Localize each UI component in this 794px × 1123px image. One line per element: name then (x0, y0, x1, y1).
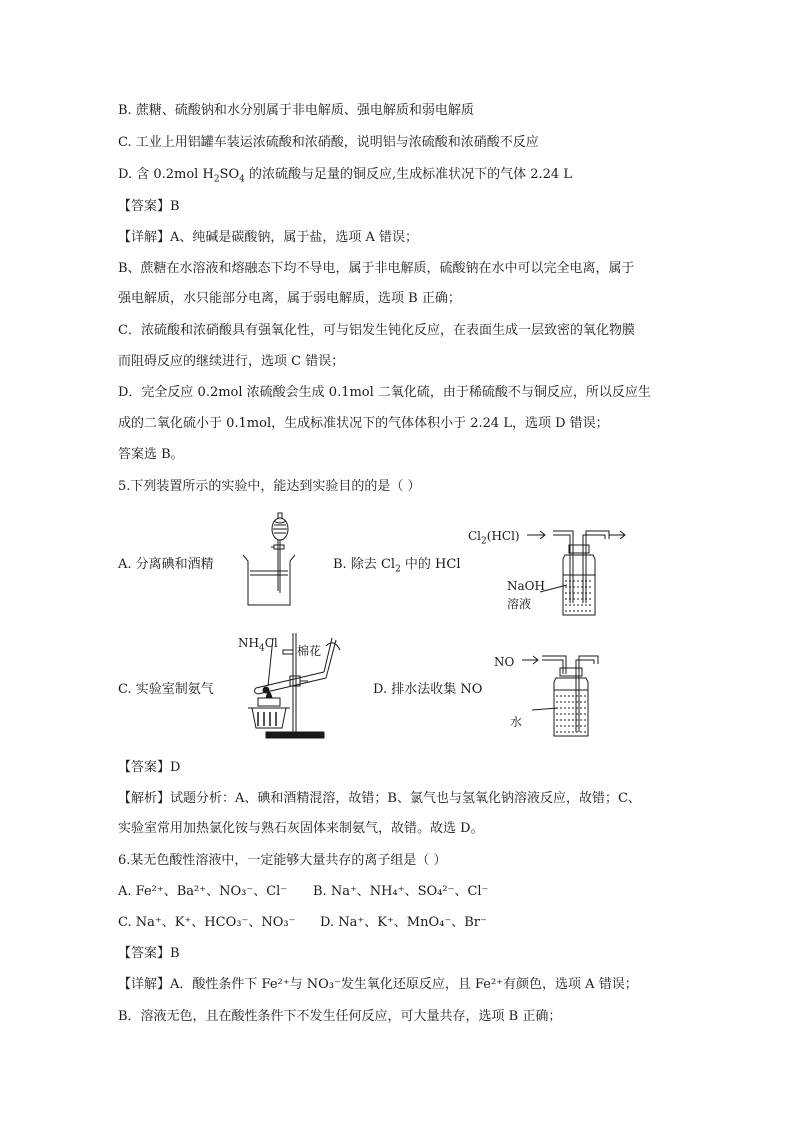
q6-stem: 6.某无色酸性溶液中，一定能够大量共存的离子组是（ ） (118, 853, 447, 868)
q5-option-d: D. 排水法收集 NO (373, 682, 483, 697)
label-solution: 溶液 (507, 597, 532, 611)
label-nh4cl: $NH_4Cl$ (238, 636, 278, 654)
q6-detail-1: 【详解】A．酸性条件下 Fe²⁺与 NO₃⁻发生氧化还原反应，且 Fe²⁺有颜色，选项 A 错误； (118, 977, 638, 992)
q5-stem: 5.下列装置所示的实验中，能达到实验目的的是（ ） (118, 479, 421, 494)
ammonia-preparation-apparatus (238, 628, 353, 743)
q5-analysis-2: 实验室常用加热氯化铵与熟石灰固体来制氨气，故错。故选 D。 (118, 821, 484, 836)
q4-detail-8: 答案选 B。 (118, 447, 184, 462)
q4-detail-6: D．完全反应 0.2mol 浓硫酸会生成 0.1mol 二氧化硫，由于稀硫酸不与铜反应，所以反应生 (118, 385, 651, 400)
separatory-funnel-apparatus (238, 513, 308, 608)
label-naoh: NaOH (507, 579, 545, 593)
q5-option-b: B. 除去 $Cl_2$ 中的 HCl (333, 557, 461, 575)
q5-analysis-1: 【解析】试题分析：A、碘和酒精混溶，故错；B、氯气也与氢氧化钠溶液反应，故错；C、 (118, 791, 641, 806)
q5-option-c: C. 实验室制氨气 (118, 682, 214, 697)
q4-detail-5: 而阻碍反应的继续进行，选项 C 错误； (118, 354, 345, 369)
label-cotton: 棉花 (297, 644, 322, 658)
q5-option-a: A. 分离碘和酒精 (118, 557, 214, 572)
gas-collecting-bottle-d (518, 650, 608, 745)
q4-option-c: C. 工业上用铝罐车装运浓硫酸和浓硝酸，说明铝与浓硫酸和浓硝酸不反应 (118, 135, 539, 150)
q4-detail-3: 强电解质，水只能部分电离，属于弱电解质，选项 B 正确； (118, 291, 461, 306)
q4-detail-1: 【详解】A、纯碱是碳酸钠，属于盐，选项 A 错误； (118, 230, 419, 245)
q4-option-b: B. 蔗糖、硫酸钠和水分别属于非电解质、强电解质和弱电解质 (118, 103, 474, 118)
q6-option-b: B. Na⁺、NH₄⁺、SO₄²⁻、Cl⁻ (313, 884, 489, 899)
label-cl2-hcl: $Cl_2(HCl)$ (468, 529, 520, 547)
gas-washing-bottle-b (525, 525, 630, 620)
q4-answer: 【答案】B (118, 199, 180, 214)
q6-option-c: C. Na⁺、K⁺、HCO₃⁻、NO₃⁻ (118, 915, 296, 930)
q6-detail-2: B．溶液无色，且在酸性条件下不发生任何反应，可大量共存，选项 B 正确； (118, 1009, 562, 1024)
label-no: NO (494, 655, 515, 669)
q4-detail-4: C．浓硫酸和浓硝酸具有强氧化性，可与铝发生钝化反应，在表面生成一层致密的氧化物膜 (118, 323, 635, 338)
q4-option-d: D. 含 0.2mol $H_2SO_4$ 的浓硫酸与足量的铜反应,生成标准状况下的气体 2.24 L (118, 167, 572, 185)
q6-option-d: D. Na⁺、K⁺、MnO₄⁻、Br⁻ (320, 915, 487, 930)
q6-answer: 【答案】B (118, 946, 180, 961)
label-water: 水 (510, 715, 523, 729)
q5-answer: 【答案】D (118, 760, 181, 775)
q6-option-a: A. Fe²⁺、Ba²⁺、NO₃⁻、Cl⁻ (118, 884, 288, 899)
q4-detail-7: 成的二氧化硫小于 0.1mol，生成标准状况下的气体体积小于 2.24 L，选项 D 错误； (118, 416, 609, 431)
q4-detail-2: B、蔗糖在水溶液和熔融态下均不导电，属于非电解质，硫酸钠在水中可以完全电离，属于 (118, 261, 635, 276)
